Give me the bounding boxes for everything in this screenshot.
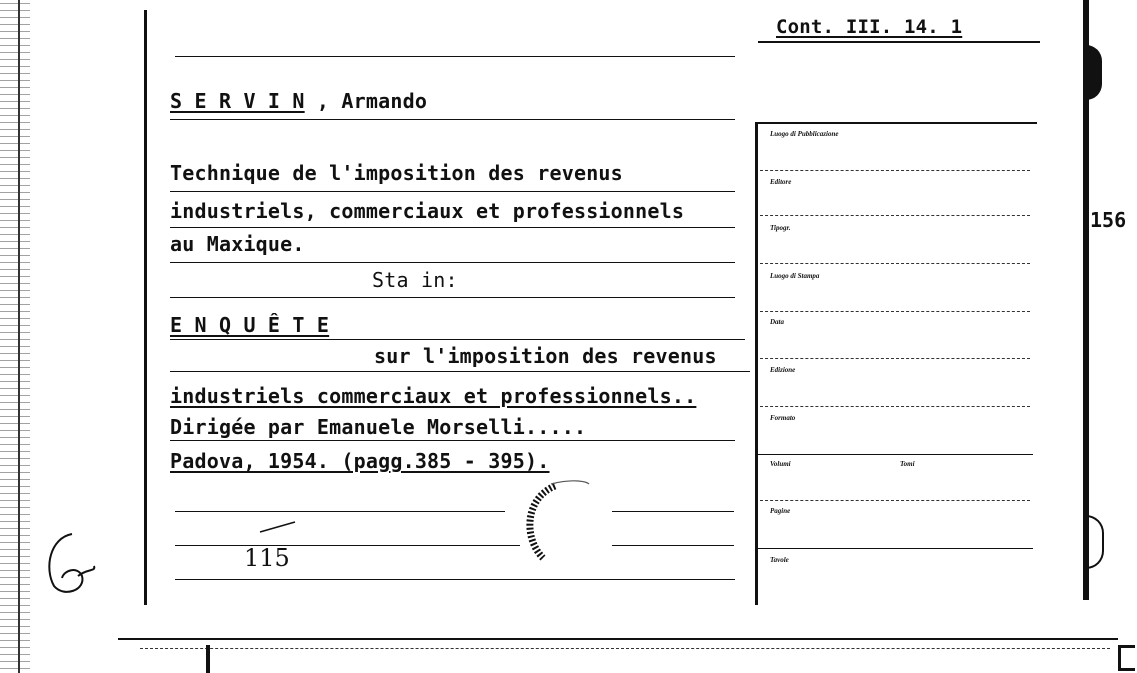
series-title-text: E N Q U Ê T E [170,313,330,337]
form-rule-7 [758,454,1033,455]
form-dash-1 [760,170,1030,171]
handwritten-number: 115 [244,544,290,572]
form-dash-5 [760,358,1030,359]
form-label-volumi: Volumi [770,460,791,468]
form-label-pagine: Pagine [770,507,791,515]
author-line [170,89,427,113]
series-rule [170,339,745,340]
form-label-formato: Formato [770,414,796,422]
right-binding-mark [1086,45,1102,100]
reference-underline [758,41,1040,43]
form-dash-3 [760,263,1030,264]
blank-rule-2b [612,545,734,546]
left-edge-line [18,0,20,673]
series-line-3: Dirigée par Emanuele Morselli..... [170,415,587,439]
series-line-4 [170,449,549,473]
title-line-1: Technique de l'imposition des revenus [170,161,623,185]
in-rule [170,297,735,298]
handwritten-b-mark [42,528,102,598]
author-separator: , [304,89,342,113]
blank-rule-1b [612,511,734,512]
form-dash-4 [760,311,1030,312]
form-label-editore: Editore [770,178,792,186]
form-label-luogo-pubblicazione: Luogo di Pubblicazione [770,130,839,138]
form-box-top [755,122,1037,124]
torn-left-edge [0,0,30,673]
series-line-4-text: Padova, 1954. (pagg.385 - 395). [170,449,550,473]
form-label-luogo-stampa: Luogo di Stampa [770,272,820,280]
bottom-right-clip [1118,645,1135,671]
title-line-3: au Maxique. [170,232,305,256]
form-dash-8 [760,500,1030,501]
form-rule-9 [758,548,1033,549]
series-line-2 [170,384,696,408]
series-rule-3 [170,440,735,441]
author-rule [170,119,735,120]
margin-number: 156 [1090,208,1127,232]
bottom-tick [206,645,210,673]
right-binding-curve [1086,515,1104,569]
blank-rule-1 [175,511,505,512]
catalog-reference [776,16,962,38]
top-rule [175,56,735,57]
form-label-data: Data [770,318,784,326]
card-bottom-dash [140,648,1110,649]
in-label: Sta in: [372,268,458,292]
author-surname: S E R V I N [170,89,305,113]
card-bottom-edge [118,638,1118,640]
form-label-tipografo: Tipogr. [770,224,791,232]
library-stamp [515,478,615,563]
form-dash-6 [760,406,1030,407]
series-rule-1 [170,371,750,372]
form-label-tomi: Tomi [900,460,915,468]
series-line-1: sur l'imposition des revenus [374,344,717,368]
form-box-left-edge [755,122,758,605]
title-rule-3 [170,262,735,263]
author-given-name: Armando [341,89,428,113]
card-left-margin-line [144,10,147,605]
form-dash-2 [760,215,1030,216]
title-rule-2 [170,227,735,228]
blank-rule-2 [175,545,520,546]
title-line-2: industriels, commerciaux et professionnels [170,199,685,223]
form-label-edizione: Edizione [770,366,796,374]
catalog-reference-text: Cont. III. 14. 1 [776,16,963,38]
form-label-tavole: Tavole [770,556,789,564]
title-rule-1 [170,191,735,192]
series-line-2-text: industriels commerciaux et professionnels.. [170,384,697,408]
series-title [170,313,329,337]
